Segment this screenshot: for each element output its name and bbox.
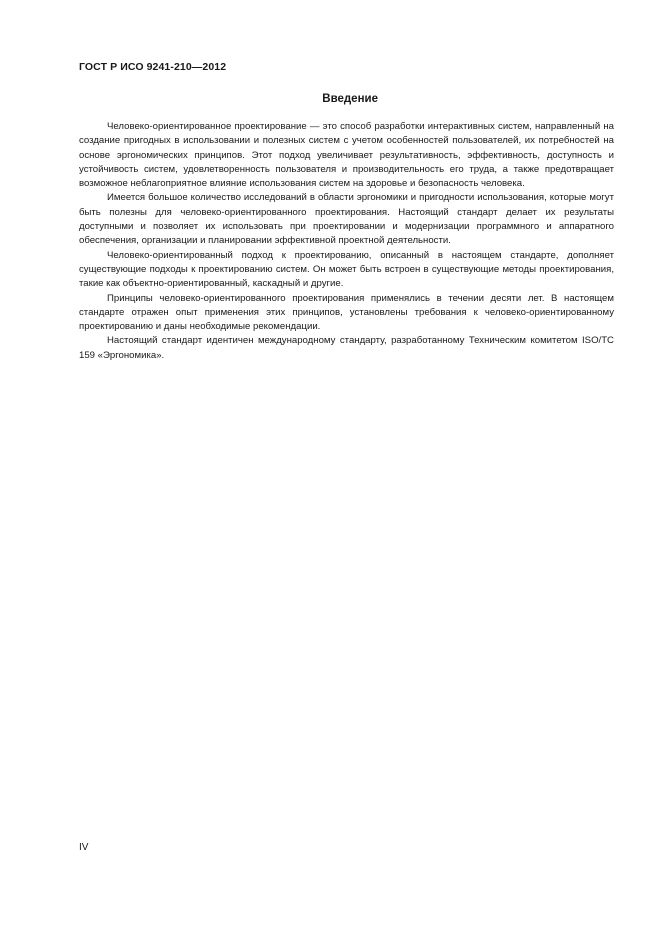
body-text [79, 120, 614, 363]
paragraph-2: Имеется большое количество исследований в области эргономики и пригодности использования, которые могут быть полезны для человеко-ориентированного проектирования. Настоящий стандарт делает их результаты доступными и позволяет их использовать при проектировании и модернизации программного и аппаратного обеспечения, организации и планировании эффективной проектной деятельности. [79, 192, 614, 247]
standard-code-header: ГОСТ Р ИСО 9241-210—2012 [79, 61, 227, 73]
paragraph-5: Настоящий стандарт идентичен международному стандарту, разработанному Техническим комитетом ISO/TC 159 «Эргономика». [79, 335, 614, 361]
section-title: Введение [322, 93, 378, 105]
paragraph-4: Принципы человеко-ориентированного проектирования применялись в течении десяти лет. В настоящем стандарте отражен опыт применения этих принципов, установлены требования к человеко-ориентированному проектированию и даны необходимые рекомендации. [79, 292, 614, 333]
paragraph-1: Человеко-ориентированное проектирование — это способ разработки интерактивных систем, направленный на создание пригодных в использовании и полезных систем с учетом особенностей пользователей, их потребностей на основе эргономических принципов. Этот подход увеличивает результативность, эффективность, доступность и устойчивость систем, удовлетворенность пользователя и производительность его труда, а также предотвращает возможное неблагоприятное влияние использования систем на здоровье и безопасность человека. [79, 121, 614, 190]
page-number: IV [79, 842, 89, 853]
paragraph-3: Человеко-ориентированный подход к проектированию, описанный в настоящем стандарте, дополняет существующие подходы к проектированию систем. Он может быть встроен в существующие методы проектирования, такие как объектно-ориентированный, каскадный и другие. [79, 249, 614, 290]
